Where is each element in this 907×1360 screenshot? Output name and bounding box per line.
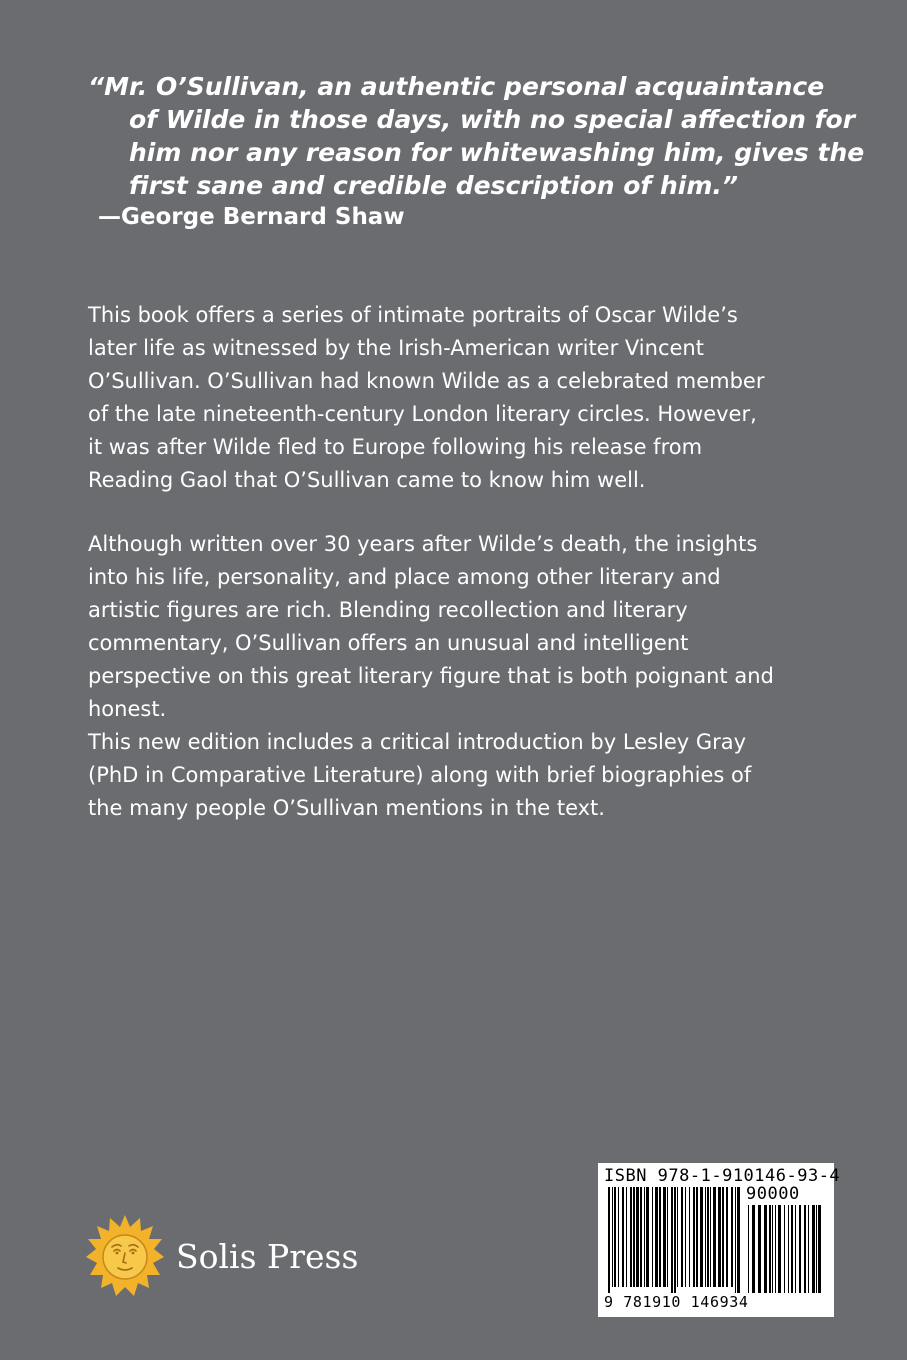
isbn-barcode <box>598 1163 841 1317</box>
paragraph-line: the many people O’Sullivan mentions in the text. <box>88 796 605 820</box>
quote-line: first sane and credible description of him.” <box>129 171 739 200</box>
review-quote <box>88 70 865 202</box>
paragraph-line: honest. <box>88 697 167 721</box>
paragraph-line: artistic figures are rich. Blending recollection and literary <box>88 598 688 622</box>
description-paragraph-1 <box>88 299 828 497</box>
quote-line: “Mr. O’Sullivan, an authentic personal acquaintance <box>88 72 825 101</box>
quote-line: of Wilde in those days, with no special affection for <box>129 105 856 134</box>
ean-digits: 9 781910 146934 <box>604 1293 749 1311</box>
sun-face-icon <box>86 1213 164 1299</box>
paragraph-line: Reading Gaol that O’Sullivan came to know him well. <box>88 468 646 492</box>
description-paragraph-3 <box>88 726 828 825</box>
publisher-logo <box>86 1211 358 1301</box>
quote-line: him nor any reason for whitewashing him, gives the <box>129 138 865 167</box>
paragraph-line: into his life, personality, and place among other literary and <box>88 565 721 589</box>
paragraph-line: later life as witnessed by the Irish-American writer Vincent <box>88 336 704 360</box>
publisher-name: Solis Press <box>176 1236 359 1276</box>
paragraph-line: it was after Wilde fled to Europe following his release from <box>88 435 703 459</box>
paragraph-line: This book offers a series of intimate portraits of Oscar Wilde’s <box>88 303 738 327</box>
paragraph-line: (PhD in Comparative Literature) along with brief biographies of <box>88 763 752 787</box>
paragraph-line: This new edition includes a critical introduction by Lesley Gray <box>88 730 747 754</box>
paragraph-line: commentary, O’Sullivan offers an unusual and intelligent <box>88 631 689 655</box>
quote-attribution: —George Bernard Shaw <box>98 204 405 230</box>
description-paragraph-2 <box>88 528 828 726</box>
paragraph-line: O’Sullivan. O’Sullivan had known Wilde as a celebrated member <box>88 369 765 393</box>
paragraph-line: perspective on this great literary figure that is both poignant and <box>88 664 774 688</box>
paragraph-line: of the late nineteenth-century London literary circles. However, <box>88 402 757 426</box>
paragraph-line: Although written over 30 years after Wilde’s death, the insights <box>88 532 758 556</box>
price-addon-label: 90000 <box>746 1184 800 1204</box>
isbn-label: ISBN 978-1-910146-93-4 <box>604 1166 841 1186</box>
